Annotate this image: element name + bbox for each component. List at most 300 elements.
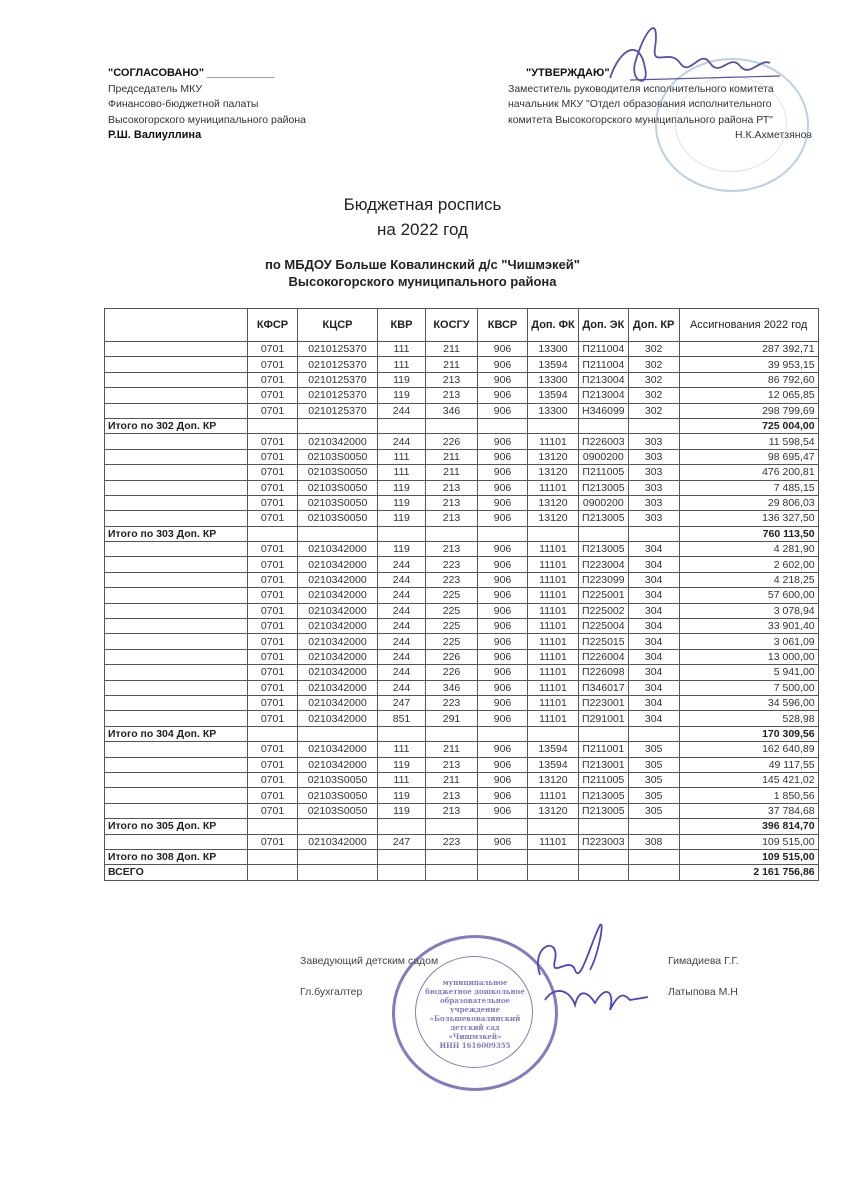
code-cell: П223004 [579,557,629,572]
column-header: КОСГУ [426,309,478,342]
code-cell: 244 [378,665,426,680]
amount-cell: 11 598,54 [679,434,818,449]
code-cell: 0210342000 [298,695,378,710]
amount-cell: 725 004,00 [679,418,818,433]
code-cell: 0701 [248,711,298,726]
amount-cell: 7 500,00 [679,680,818,695]
code-cell: 119 [378,480,426,495]
code-cell [378,819,426,834]
code-cell: 0701 [248,342,298,357]
amount-cell: 528,98 [679,711,818,726]
code-cell: 02103S0050 [298,803,378,818]
code-cell: 0210125370 [298,372,378,387]
code-cell: 906 [478,772,528,787]
code-cell: 0701 [248,449,298,464]
table-row [105,680,819,695]
code-cell: П225002 [579,603,629,618]
amount-cell: 2 602,00 [679,557,818,572]
code-cell: 304 [628,588,679,603]
code-cell [628,726,679,741]
code-cell: 223 [426,557,478,572]
table-row [105,542,819,557]
stamp-text-line: «Большековалинский [429,1014,521,1023]
amount-cell: 29 806,03 [679,495,818,510]
code-cell [426,865,478,880]
code-cell: 11101 [528,680,579,695]
code-cell: 0701 [248,634,298,649]
code-cell: 906 [478,695,528,710]
column-header: КВСР [478,309,528,342]
code-cell [579,849,629,864]
stamp-text-line: детский сад [450,1023,500,1032]
code-cell: 851 [378,711,426,726]
code-cell: 226 [426,649,478,664]
code-cell [579,819,629,834]
code-cell: 906 [478,403,528,418]
code-cell: 906 [478,465,528,480]
code-cell: 906 [478,680,528,695]
code-cell: 244 [378,434,426,449]
row-label-cell [105,803,248,818]
code-cell: 0210342000 [298,665,378,680]
code-cell: 0701 [248,603,298,618]
column-header: Доп. КР [628,309,679,342]
code-cell: 11101 [528,619,579,634]
code-cell: 13300 [528,342,579,357]
approval-left-line: Высокогорского муниципального района [108,113,307,126]
code-cell [478,819,528,834]
code-cell: 0701 [248,403,298,418]
code-cell: 906 [478,742,528,757]
code-cell [298,819,378,834]
amount-cell: 34 596,00 [679,695,818,710]
table-row [105,649,819,664]
row-label-cell [105,788,248,803]
code-cell: 906 [478,588,528,603]
code-cell: 906 [478,834,528,849]
code-cell [628,849,679,864]
table-row [105,772,819,787]
code-cell: 223 [426,834,478,849]
table-row [105,434,819,449]
amount-cell: 7 485,15 [679,480,818,495]
code-cell: 11101 [528,557,579,572]
amount-cell: 287 392,71 [679,342,818,357]
code-cell: 0210342000 [298,542,378,557]
code-cell: 213 [426,788,478,803]
code-cell [378,526,426,541]
table-row [105,742,819,757]
code-cell: П213005 [579,803,629,818]
row-label-cell [105,572,248,587]
table-row [105,757,819,772]
amount-cell: 109 515,00 [679,834,818,849]
row-label-cell [105,772,248,787]
table-row [105,557,819,572]
code-cell: 906 [478,757,528,772]
table-row [105,357,819,372]
code-cell: 244 [378,572,426,587]
code-cell: 0701 [248,834,298,849]
code-cell: 247 [378,695,426,710]
code-cell: 906 [478,480,528,495]
code-cell: 302 [628,342,679,357]
subtotal-row [105,819,819,834]
code-cell: 303 [628,449,679,464]
code-cell: 02103S0050 [298,772,378,787]
code-cell: 213 [426,495,478,510]
approval-right-line: Заместитель руководителя исполнительного комитета [508,82,774,95]
code-cell: 305 [628,803,679,818]
code-cell: 111 [378,742,426,757]
subtotal-row [105,726,819,741]
code-cell: П213005 [579,542,629,557]
code-cell: 119 [378,757,426,772]
signature-role-head: Заведующий детским садом [300,955,439,967]
code-cell: 0210342000 [298,572,378,587]
code-cell: 305 [628,742,679,757]
code-cell: 906 [478,788,528,803]
code-cell [426,849,478,864]
code-cell: П223001 [579,695,629,710]
code-cell: П211001 [579,742,629,757]
amount-cell: 13 000,00 [679,649,818,664]
code-cell: 211 [426,772,478,787]
code-cell: 111 [378,342,426,357]
code-cell: 906 [478,542,528,557]
document-year: на 2022 год [377,220,468,239]
amount-cell: 298 799,69 [679,403,818,418]
code-cell: 0701 [248,803,298,818]
table-row [105,634,819,649]
code-cell [248,418,298,433]
code-cell: 0210342000 [298,634,378,649]
code-cell: 308 [628,834,679,849]
code-cell [528,418,579,433]
code-cell: П226003 [579,434,629,449]
table-row [105,495,819,510]
code-cell: 906 [478,357,528,372]
approval-left-name: Р.Ш. Валиуллина [108,129,202,141]
code-cell: 0701 [248,680,298,695]
code-cell: 02103S0050 [298,480,378,495]
code-cell: 0210342000 [298,619,378,634]
table-row [105,834,819,849]
row-label-cell [105,757,248,772]
table-row [105,511,819,526]
code-cell: 0210342000 [298,834,378,849]
table-row [105,588,819,603]
amount-cell: 98 695,47 [679,449,818,464]
code-cell: 304 [628,711,679,726]
code-cell: 244 [378,619,426,634]
row-label-cell [105,403,248,418]
code-cell: 119 [378,388,426,403]
row-label-cell [105,695,248,710]
amount-cell: 4 281,90 [679,542,818,557]
code-cell: 305 [628,788,679,803]
code-cell: 13594 [528,357,579,372]
amount-cell: 86 792,60 [679,372,818,387]
code-cell: 0210125370 [298,403,378,418]
code-cell: 13120 [528,772,579,787]
code-cell: 304 [628,572,679,587]
code-cell: 13120 [528,495,579,510]
document-district: Высокогорского муниципального района [288,274,557,289]
code-cell: 13300 [528,403,579,418]
code-cell: 119 [378,372,426,387]
code-cell: 906 [478,557,528,572]
code-cell [248,526,298,541]
code-cell: 0701 [248,788,298,803]
signature-approver-icon [600,8,800,98]
code-cell: 906 [478,434,528,449]
code-cell: 211 [426,357,478,372]
code-cell: 906 [478,711,528,726]
code-cell: П213005 [579,511,629,526]
code-cell: 302 [628,357,679,372]
code-cell: 244 [378,634,426,649]
code-cell: П223003 [579,834,629,849]
stamp-text-line: муниципальное [442,978,508,987]
code-cell: 906 [478,342,528,357]
amount-cell: 4 218,25 [679,572,818,587]
code-cell: 303 [628,480,679,495]
code-cell [528,819,579,834]
code-cell: 0210342000 [298,711,378,726]
row-label-cell [105,834,248,849]
stamp-text-line: образовательное учреждение [439,996,511,1014]
code-cell: 906 [478,619,528,634]
column-header: Доп. ЭК [579,309,629,342]
code-cell: 906 [478,634,528,649]
row-label-cell [105,480,248,495]
code-cell: 244 [378,588,426,603]
code-cell: 304 [628,557,679,572]
code-cell: 244 [378,403,426,418]
amount-cell: 109 515,00 [679,849,818,864]
code-cell: 0210125370 [298,357,378,372]
code-cell: 346 [426,680,478,695]
amount-cell: 12 065,85 [679,388,818,403]
approval-right-heading: "УТВЕРЖДАЮ" [526,67,610,79]
table-row [105,449,819,464]
code-cell: 0701 [248,757,298,772]
code-cell: 304 [628,619,679,634]
code-cell: П211004 [579,342,629,357]
code-cell: 11101 [528,834,579,849]
code-cell: 213 [426,511,478,526]
amount-cell: 136 327,50 [679,511,818,526]
signature-head-icon [520,915,660,1025]
code-cell: 0900200 [579,495,629,510]
code-cell: 225 [426,619,478,634]
code-cell: 02103S0050 [298,449,378,464]
code-cell: 0210342000 [298,649,378,664]
table-row [105,788,819,803]
code-cell: 211 [426,342,478,357]
code-cell [298,865,378,880]
code-cell: 213 [426,388,478,403]
code-cell: 226 [426,665,478,680]
code-cell: 0210342000 [298,680,378,695]
signature-name-accountant: Латыпова М.Н [668,986,738,998]
code-cell: 11101 [528,434,579,449]
code-cell [298,526,378,541]
code-cell: 11101 [528,788,579,803]
code-cell: 303 [628,434,679,449]
code-cell [298,726,378,741]
code-cell: 244 [378,649,426,664]
amount-cell: 170 309,56 [679,726,818,741]
code-cell: 906 [478,665,528,680]
code-cell: 0701 [248,619,298,634]
code-cell: 11101 [528,711,579,726]
row-label-cell [105,372,248,387]
code-cell: 906 [478,388,528,403]
code-cell: П225004 [579,619,629,634]
code-cell: 0701 [248,695,298,710]
code-cell: 11101 [528,588,579,603]
row-label-cell [105,603,248,618]
code-cell: 346 [426,403,478,418]
code-cell: 0701 [248,542,298,557]
code-cell [248,819,298,834]
code-cell [378,865,426,880]
code-cell: 11101 [528,480,579,495]
table-row [105,388,819,403]
code-cell: 304 [628,649,679,664]
code-cell: 0210342000 [298,742,378,757]
amount-cell: 1 850,56 [679,788,818,803]
column-header: КФСР [248,309,298,342]
code-cell: 226 [426,434,478,449]
code-cell [528,849,579,864]
table-row [105,695,819,710]
code-cell: 0210342000 [298,557,378,572]
code-cell: 211 [426,465,478,480]
code-cell: 13120 [528,449,579,464]
code-cell [528,726,579,741]
table-row [105,480,819,495]
row-label-cell [105,542,248,557]
code-cell: 119 [378,495,426,510]
row-label-cell: Итого по 305 Доп. КР [105,819,248,834]
row-label-cell [105,388,248,403]
code-cell: 213 [426,803,478,818]
code-cell: 906 [478,803,528,818]
code-cell: 225 [426,634,478,649]
code-cell: 304 [628,603,679,618]
code-cell [579,726,629,741]
row-label-cell: ВСЕГО [105,865,248,880]
subtotal-row [105,418,819,433]
code-cell [298,418,378,433]
code-cell: 0701 [248,465,298,480]
code-cell: 0210125370 [298,342,378,357]
code-cell: 223 [426,572,478,587]
row-label-cell: Итого по 308 Доп. КР [105,849,248,864]
code-cell: 247 [378,834,426,849]
code-cell: 304 [628,680,679,695]
column-header: Ассигнования 2022 год [679,309,818,342]
approval-left-block [108,66,306,144]
code-cell: 303 [628,511,679,526]
approval-left-line: Председатель МКУ [108,82,203,95]
code-cell: 906 [478,372,528,387]
code-cell: 0701 [248,388,298,403]
code-cell: 302 [628,403,679,418]
code-cell [579,418,629,433]
code-cell: 111 [378,465,426,480]
code-cell: 0210342000 [298,757,378,772]
row-label-cell [105,634,248,649]
code-cell: 13594 [528,742,579,757]
code-cell: 211 [426,449,478,464]
amount-cell: 37 784,68 [679,803,818,818]
code-cell: 302 [628,372,679,387]
table-row [105,372,819,387]
stamp-text-line: «Чишмэкей» [448,1032,502,1041]
code-cell: 13120 [528,803,579,818]
code-cell: 02103S0050 [298,495,378,510]
amount-cell: 5 941,00 [679,665,818,680]
code-cell: 244 [378,603,426,618]
amount-cell: 39 953,15 [679,357,818,372]
code-cell: 906 [478,572,528,587]
code-cell [298,849,378,864]
table-row [105,803,819,818]
code-cell: 0210342000 [298,603,378,618]
signature-name-head: Гимадиева Г.Г. [668,955,739,967]
column-header [105,309,248,342]
code-cell: 0701 [248,511,298,526]
code-cell: 291 [426,711,478,726]
approval-right-line: комитета Высокогорского муниципального района РТ" [508,113,773,126]
code-cell: 13300 [528,372,579,387]
code-cell: 304 [628,665,679,680]
code-cell: 225 [426,603,478,618]
row-label-cell [105,357,248,372]
code-cell: 02103S0050 [298,788,378,803]
code-cell: 119 [378,803,426,818]
row-label-cell [105,557,248,572]
code-cell: 11101 [528,542,579,557]
code-cell: П213004 [579,388,629,403]
row-label-cell [105,619,248,634]
code-cell: 304 [628,634,679,649]
table-row [105,711,819,726]
code-cell: 906 [478,495,528,510]
code-cell: 305 [628,772,679,787]
code-cell: 303 [628,495,679,510]
code-cell: 906 [478,649,528,664]
code-cell: 0701 [248,434,298,449]
code-cell: 0210342000 [298,588,378,603]
row-label-cell [105,742,248,757]
document-title: Бюджетная роспись [343,195,502,214]
code-cell: 906 [478,511,528,526]
table-row [105,465,819,480]
code-cell: 305 [628,757,679,772]
column-header: КВР [378,309,426,342]
table-row [105,403,819,418]
code-cell: 111 [378,772,426,787]
code-cell [248,849,298,864]
code-cell: 302 [628,388,679,403]
row-label-cell [105,665,248,680]
code-cell: П225015 [579,634,629,649]
